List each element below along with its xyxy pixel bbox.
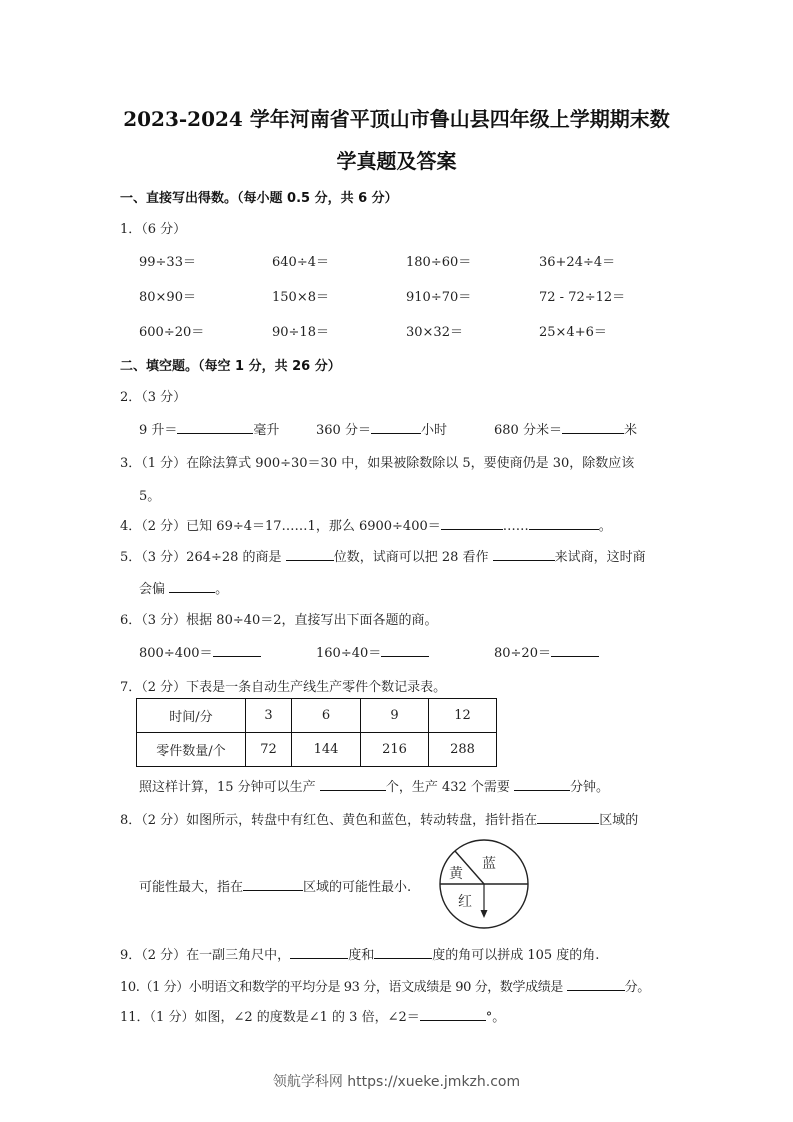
answer-blank[interactable]: [213, 642, 261, 657]
q2-item: 680 分米＝ 米: [494, 419, 637, 438]
q9: 9．（2 分）在一副三角尺中， 度和 度的角可以拼成 105 度的角.: [120, 944, 599, 963]
spinner-label-red: 红: [458, 894, 472, 910]
answer-blank[interactable]: [177, 419, 253, 434]
q1-item: 25×4+6＝: [539, 325, 607, 340]
production-table: [136, 698, 497, 767]
answer-blank[interactable]: [420, 1006, 486, 1021]
q6-item: 800÷400＝: [139, 642, 261, 661]
answer-blank[interactable]: [493, 546, 555, 561]
table-cell: 9: [361, 699, 429, 733]
answer-blank[interactable]: [567, 976, 625, 991]
q7-after: 照这样计算，15 分钟可以生产 个，生产 432 个需要 分钟。: [139, 776, 609, 795]
q3-line1: 3．（1 分）在除法算式 900÷30＝30 中，如果被除数除以 5，要使商仍是 30，除数应该: [120, 456, 635, 471]
q6-text: 6．（3 分）根据 80÷40＝2，直接写出下面各题的商。: [120, 613, 438, 628]
row-header-count: 零件数量/个: [137, 733, 246, 767]
q8-line2: 可能性最大，指在 区域的可能性最小.: [139, 876, 411, 895]
q6-item: 80÷20＝: [494, 642, 599, 661]
q4: 4．（2 分）已知 69÷4＝17……1，那么 6900÷400＝ …… 。: [120, 515, 612, 534]
q2-item: 360 分＝ 小时: [316, 419, 447, 438]
answer-blank[interactable]: [286, 546, 334, 561]
answer-blank[interactable]: [371, 419, 421, 434]
spinner-label-yellow: 黄: [449, 866, 463, 882]
q1-item: 99÷33＝: [139, 255, 196, 270]
answer-blank[interactable]: [562, 419, 624, 434]
q1-item: 30×32＝: [406, 325, 463, 340]
answer-blank[interactable]: [320, 776, 386, 791]
q1-item: 600÷20＝: [139, 325, 205, 340]
document-title-line1: 2023-2024 学年河南省平顶山市鲁山县四年级上学期期末数: [123, 107, 670, 131]
table-cell: 144: [292, 733, 361, 767]
spinner-label-blue: 蓝: [482, 856, 496, 872]
answer-blank[interactable]: [441, 515, 503, 530]
q1-item: 910÷70＝: [406, 290, 472, 305]
table-cell: 288: [429, 733, 497, 767]
table-cell: 12: [429, 699, 497, 733]
q7-text: 7．（2 分）下表是一条自动生产线生产零件个数记录表。: [120, 680, 447, 695]
answer-blank[interactable]: [290, 944, 348, 959]
q3-line2: 5。: [139, 489, 161, 504]
answer-blank[interactable]: [514, 776, 570, 791]
table-cell: 72: [246, 733, 292, 767]
row-header-time: 时间/分: [137, 699, 246, 733]
q1-item: 90÷18＝: [272, 325, 329, 340]
answer-blank[interactable]: [243, 876, 303, 891]
q1-item: 180÷60＝: [406, 255, 472, 270]
table-row: [137, 699, 497, 733]
answer-blank[interactable]: [374, 944, 432, 959]
answer-blank[interactable]: [169, 578, 215, 593]
q1-label: 1．（6 分）: [120, 222, 187, 237]
table-cell: 216: [361, 733, 429, 767]
q1-item: 72 - 72÷12＝: [539, 290, 626, 305]
answer-blank[interactable]: [551, 642, 599, 657]
q11: 11．（1 分）如图，∠2 的度数是∠1 的 3 倍，∠2＝ °。: [120, 1006, 505, 1025]
table-cell: 6: [292, 699, 361, 733]
q8-line1: 8．（2 分）如图所示，转盘中有红色、黄色和蓝色，转动转盘，指针指在 区域的: [120, 809, 638, 828]
answer-blank[interactable]: [381, 642, 429, 657]
q1-item: 36+24÷4＝: [539, 255, 616, 270]
q2-label: 2．（3 分）: [120, 390, 187, 405]
footer-watermark: 领航学科网 https://xueke.jmkzh.com: [272, 1074, 521, 1090]
q1-item: 150×8＝: [272, 290, 329, 305]
q10: 10.（1 分）小明语文和数学的平均分是 93 分，语文成绩是 90 分，数学成绩是 分。: [120, 976, 650, 995]
pointer-arrowhead-icon: [481, 910, 488, 918]
table-cell: 3: [246, 699, 292, 733]
q1-item: 640÷4＝: [272, 255, 329, 270]
section2-heading: 二、填空题。（每空 1 分，共 26 分）: [120, 359, 341, 374]
section1-heading: 一、直接写出得数。（每小题 0.5 分，共 6 分）: [120, 191, 398, 206]
spinner-diagram: [436, 836, 532, 932]
q5-line2: 会偏 。: [139, 578, 228, 597]
q6-item: 160÷40＝: [316, 642, 429, 661]
table-row: [137, 733, 497, 767]
q5-line1: 5．（3 分）264÷28 的商是 位数，试商可以把 28 看作 来试商，这时商: [120, 546, 646, 565]
document-title-line2: 学真题及答案: [336, 149, 457, 173]
q1-item: 80×90＝: [139, 290, 196, 305]
q2-item: 9 升＝ 毫升: [139, 419, 279, 438]
answer-blank[interactable]: [529, 515, 599, 530]
answer-blank[interactable]: [537, 809, 599, 824]
